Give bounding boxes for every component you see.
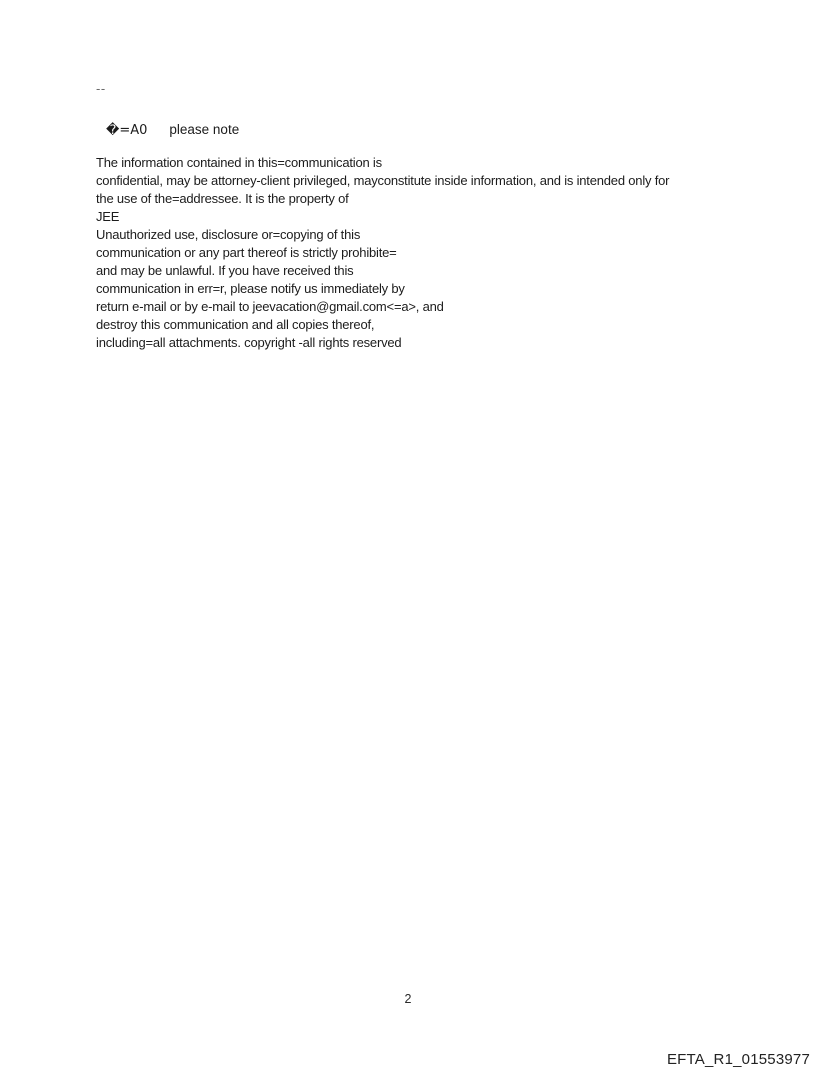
disclaimer-line: Unauthorized use, disclosure or=copying of this — [96, 227, 361, 242]
disclaimer-paragraph — [96, 154, 756, 352]
note-label: please note — [169, 122, 240, 137]
signature-separator: -- — [96, 81, 106, 96]
disclaimer-line: return e-mail or by e-mail to jeevacation@gmail.com<=a>, and — [96, 299, 444, 314]
disclaimer-line: communication in err=r, please notify us immediately by — [96, 281, 405, 296]
disclaimer-line: the use of the=addressee. It is the property of — [96, 191, 349, 206]
disclaimer-line: including=all attachments. copyright -all rights reserved — [96, 335, 402, 350]
disclaimer-line: confidential, may be attorney-client privileged, mayconstitute inside information, and is intended only for — [96, 173, 670, 188]
disclaimer-line: communication or any part thereof is strictly prohibite= — [96, 245, 397, 260]
bates-number: EFTA_R1_01553977 — [666, 1051, 810, 1068]
disclaimer-line: destroy this communication and all copies thereof, — [96, 317, 375, 332]
disclaimer-line: and may be unlawful. If you have received this — [96, 263, 354, 278]
note-line — [106, 121, 239, 140]
page-number: 2 — [404, 992, 412, 1006]
replacement-character-symbol: �=A0 — [106, 123, 148, 138]
disclaimer-line: JEE — [96, 209, 120, 224]
disclaimer-line: The information contained in this=communication is — [96, 155, 382, 170]
